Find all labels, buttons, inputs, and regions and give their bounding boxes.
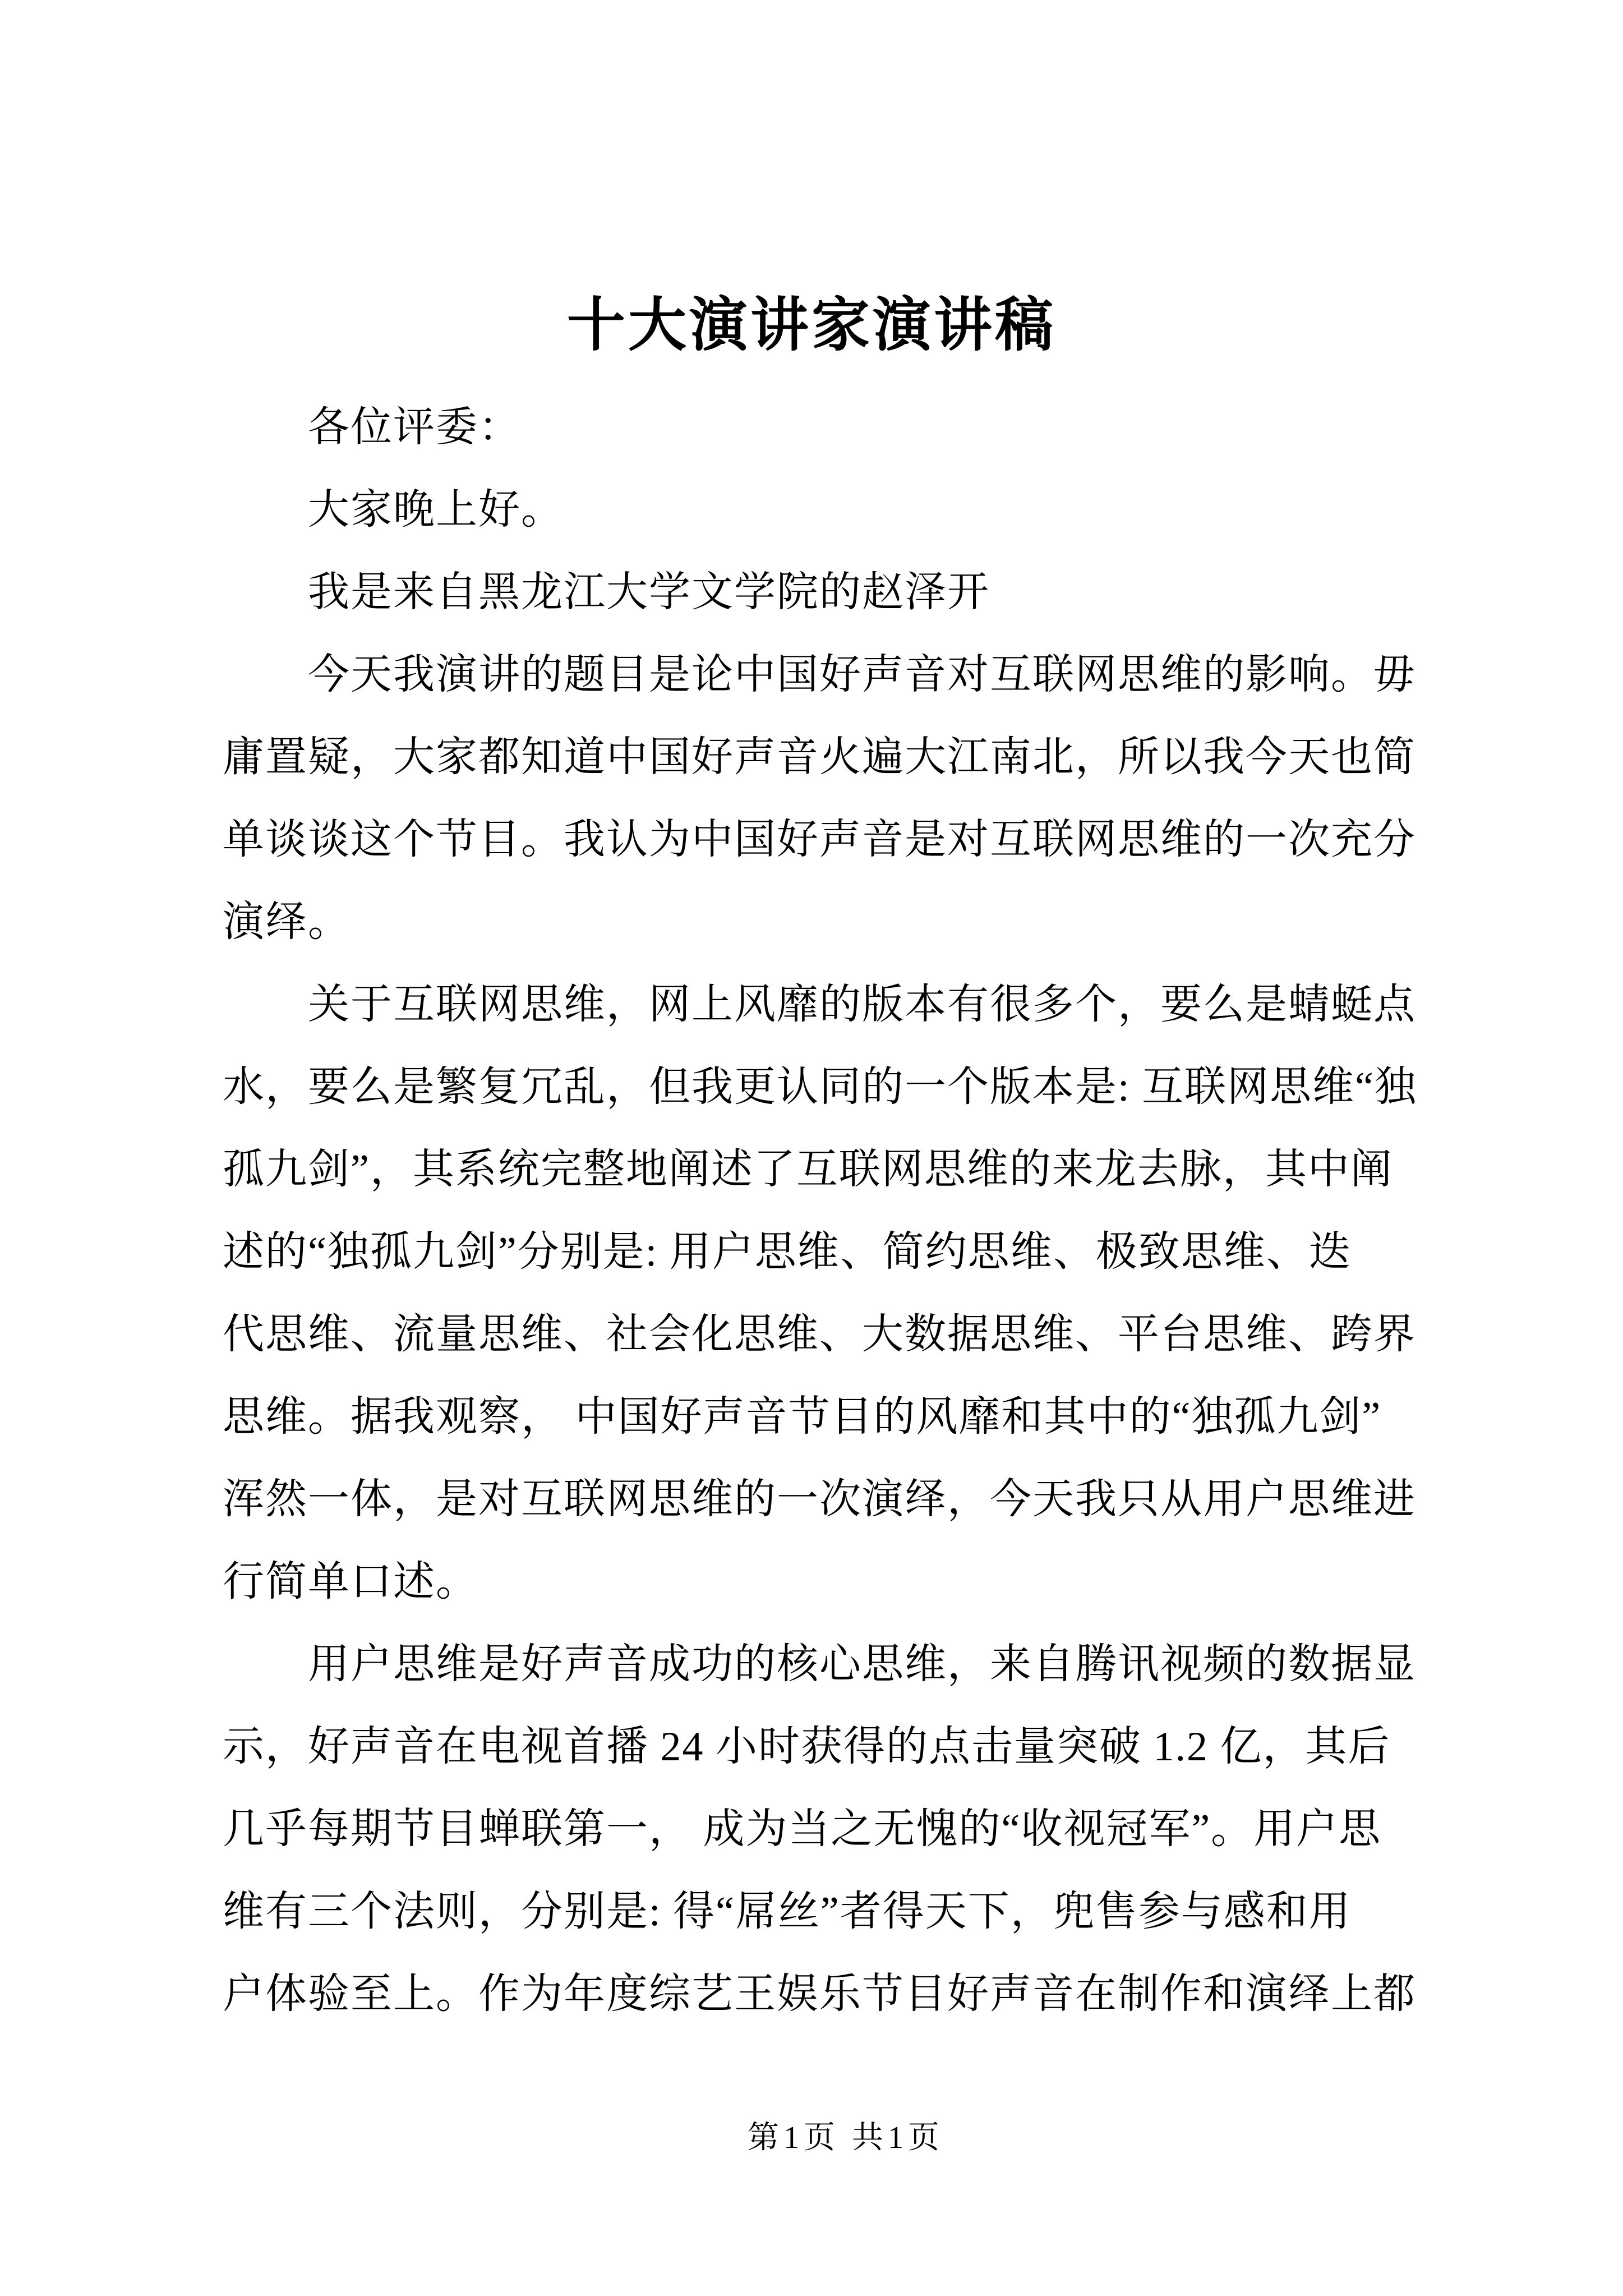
- text-line: 户体验至上。作为年度综艺王娱乐节目好声音在制作和演绎上都: [223, 1971, 1416, 2017]
- text-line: 用户思维是好声音成功的核心思维，来自腾讯视频的数据显: [308, 1641, 1416, 1687]
- text-line: 浑然一体，是对互联网思维的一次演绎，今天我只从用户思维进: [223, 1476, 1416, 1522]
- text-line: 水，要么是繁复冗乱，但我更认同的一个版本是: 互联网思维“独: [223, 1064, 1417, 1110]
- document-title: 十大演讲家演讲稿: [566, 293, 1056, 358]
- text-line: 述的“独孤九剑”分别是: 用户思维、简约思维、极致思维、迭: [223, 1229, 1352, 1275]
- text-line: 我是来自黑龙江大学文学院的赵泽开: [308, 569, 990, 615]
- text-line: 行简单口述。: [223, 1559, 478, 1605]
- text-line: 单谈谈这个节目。我认为中国好声音是对互联网思维的一次充分: [223, 817, 1416, 863]
- text-line: 维有三个法则，分别是: 得“屌丝”者得天下，兜售参与感和用: [223, 1889, 1352, 1935]
- text-line: 各位评委：: [308, 404, 521, 450]
- text-line: 代思维、流量思维、社会化思维、大数据思维、平台思维、跨界: [223, 1312, 1416, 1358]
- text-line: 思维。据我观察， 中国好声音节目的风靡和其中的“独孤九剑”: [223, 1394, 1382, 1440]
- text-line: 孤九剑”，其系统完整地阐述了互联网思维的来龙去脉，其中阐: [223, 1147, 1393, 1193]
- text-line: 庸置疑，大家都知道中国好声音火遍大江南北，所以我今天也简: [223, 734, 1416, 780]
- text-line: 几乎每期节目蝉联第一， 成为当之无愧的“收视冠军”。用户思: [223, 1806, 1382, 1852]
- page-footer: 第1页 共1页: [748, 2120, 944, 2155]
- text-line: 大家晚上好。: [308, 487, 564, 533]
- text-line: 关于互联网思维，网上风靡的版本有很多个，要么是蜻蜓点: [308, 982, 1416, 1028]
- document-body: [223, 386, 1423, 2036]
- text-line: 今天我演讲的题目是论中国好声音对互联网思维的影响。毋: [308, 652, 1416, 698]
- text-line: 示，好声音在电视首播 24 小时获得的点击量突破 1.2 亿，其后: [223, 1724, 1391, 1770]
- text-line: 演绎。: [223, 899, 351, 945]
